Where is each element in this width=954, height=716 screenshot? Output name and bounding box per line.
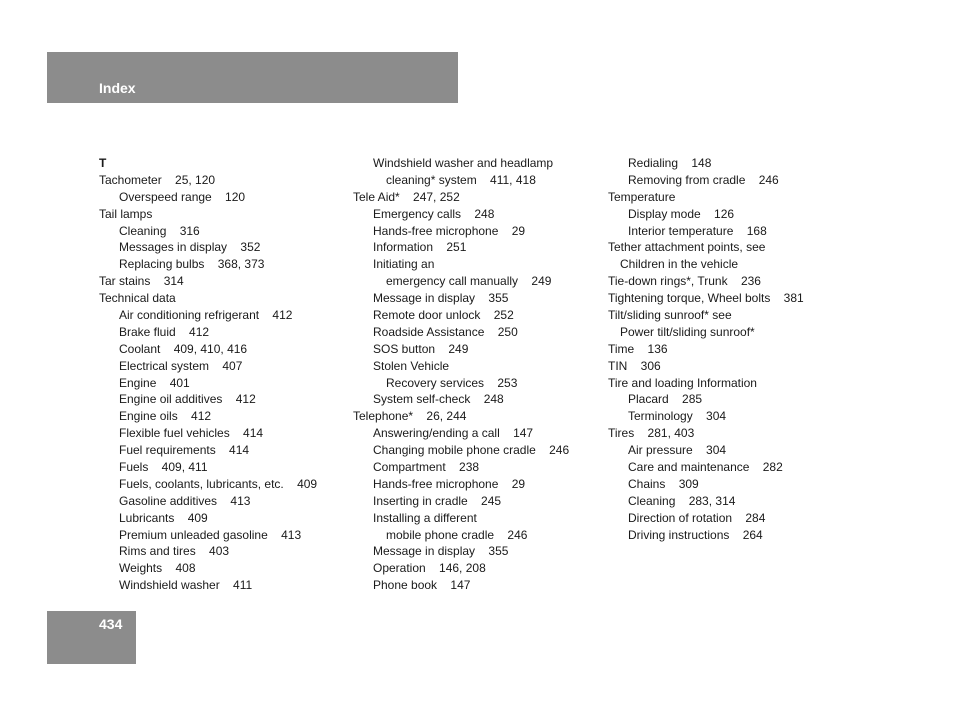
index-entry: Driving instructions 264 <box>628 527 763 542</box>
index-entry: Fuels, coolants, lubricants, etc. 409 <box>119 476 318 491</box>
index-entry: Placard 285 <box>628 392 703 407</box>
index-entry: Power tilt/sliding sunroof* <box>620 324 755 339</box>
index-entry: Telephone* 26, 244 <box>353 409 467 424</box>
index-entry: Time 136 <box>608 341 668 356</box>
index-entry: Information 251 <box>373 240 467 255</box>
index-entry: Roadside Assistance 250 <box>373 324 518 339</box>
index-entry: Redialing 148 <box>628 156 712 170</box>
index-entry: Cleaning 316 <box>119 223 200 238</box>
index-entry: Emergency calls 248 <box>373 206 495 221</box>
index-column-1 <box>99 155 349 594</box>
index-entry: Windshield washer and headlamp <box>373 156 554 170</box>
index-entry: Message in display 355 <box>373 291 509 306</box>
header-bar <box>47 52 458 103</box>
index-entry: Installing a different <box>373 510 477 525</box>
page-title: Index <box>99 80 136 96</box>
index-entry: Messages in display 352 <box>119 240 261 255</box>
index-entry: Removing from cradle 246 <box>628 172 779 187</box>
index-entry: Engine 401 <box>119 375 190 390</box>
index-entry: Tires 281, 403 <box>608 426 695 441</box>
index-entry: Care and maintenance 282 <box>628 460 783 475</box>
index-entry: Tire and loading Information <box>608 375 757 390</box>
index-entry: cleaning* system 411, 418 <box>386 172 536 187</box>
index-entry: Cleaning 283, 314 <box>628 493 736 508</box>
index-entry: Tether attachment points, see <box>608 240 766 255</box>
index-entry: System self-check 248 <box>373 392 504 407</box>
index-entry: Fuel requirements 414 <box>119 443 250 458</box>
index-entry: Inserting in cradle 245 <box>373 493 502 508</box>
index-entry: Tightening torque, Wheel bolts 381 <box>608 291 804 306</box>
index-entry: Stolen Vehicle <box>373 358 450 373</box>
index-entry: Hands-free microphone 29 <box>373 476 526 491</box>
index-entry: Message in display 355 <box>373 544 509 559</box>
index-entry: Answering/ending a call 147 <box>373 426 534 441</box>
index-entry: SOS button 249 <box>373 341 469 356</box>
index-entry: Remote door unlock 252 <box>373 308 514 323</box>
index-entry: Brake fluid 412 <box>119 324 210 339</box>
index-entry: Rims and tires 403 <box>119 544 230 559</box>
index-entry: Fuels 409, 411 <box>119 460 208 475</box>
page-number: 434 <box>99 616 123 632</box>
index-entry: Coolant 409, 410, 416 <box>119 341 248 356</box>
index-entry: Premium unleaded gasoline 413 <box>119 527 302 542</box>
index-entry: Engine oils 412 <box>119 409 212 424</box>
index-entry: Tar stains 314 <box>99 274 184 289</box>
index-entry: emergency call manually 249 <box>386 274 552 289</box>
index-entry: Phone book 147 <box>373 578 471 593</box>
index-column-3 <box>608 155 858 543</box>
page-number-box <box>47 611 136 664</box>
index-entry: Operation 146, 208 <box>373 561 486 576</box>
index-entry: Direction of rotation 284 <box>628 510 766 525</box>
index-entry: Display mode 126 <box>628 206 735 221</box>
index-entry: Tie-down rings*, Trunk 236 <box>608 274 761 289</box>
index-entry: Children in the vehicle <box>620 257 739 272</box>
index-entry: Tail lamps <box>99 206 153 221</box>
index-entry: Recovery services 253 <box>386 375 518 390</box>
index-entry: Temperature <box>608 189 676 204</box>
index-entry: Terminology 304 <box>628 409 727 424</box>
index-entry: Compartment 238 <box>373 460 480 475</box>
index-entry: Overspeed range 120 <box>119 189 246 204</box>
index-entry: TIN 306 <box>608 358 661 373</box>
index-entry: Flexible fuel vehicles 414 <box>119 426 264 441</box>
index-entry: Chains 309 <box>628 476 699 491</box>
index-letter-heading: T <box>99 156 107 170</box>
index-entry: mobile phone cradle 246 <box>386 527 528 542</box>
index-entry: Lubricants 409 <box>119 510 208 525</box>
index-entry: Air conditioning refrigerant 412 <box>119 308 293 323</box>
index-entry: Replacing bulbs 368, 373 <box>119 257 265 272</box>
index-entry: Tachometer 25, 120 <box>99 172 216 187</box>
index-entry: Electrical system 407 <box>119 358 243 373</box>
index-entry: Technical data <box>99 291 176 306</box>
index-entry: Interior temperature 168 <box>628 223 767 238</box>
index-entry: Changing mobile phone cradle 246 <box>373 443 570 458</box>
index-entry: Tilt/sliding sunroof* see <box>608 308 732 323</box>
index-entry: Air pressure 304 <box>628 443 727 458</box>
index-entry: Tele Aid* 247, 252 <box>353 189 460 204</box>
index-entry: Gasoline additives 413 <box>119 493 251 508</box>
index-entry: Weights 408 <box>119 561 196 576</box>
index-entry: Initiating an <box>373 257 435 272</box>
index-entry: Windshield washer 411 <box>119 578 253 593</box>
index-entry: Hands-free microphone 29 <box>373 223 526 238</box>
index-column-2 <box>353 155 603 594</box>
index-entry: Engine oil additives 412 <box>119 392 256 407</box>
